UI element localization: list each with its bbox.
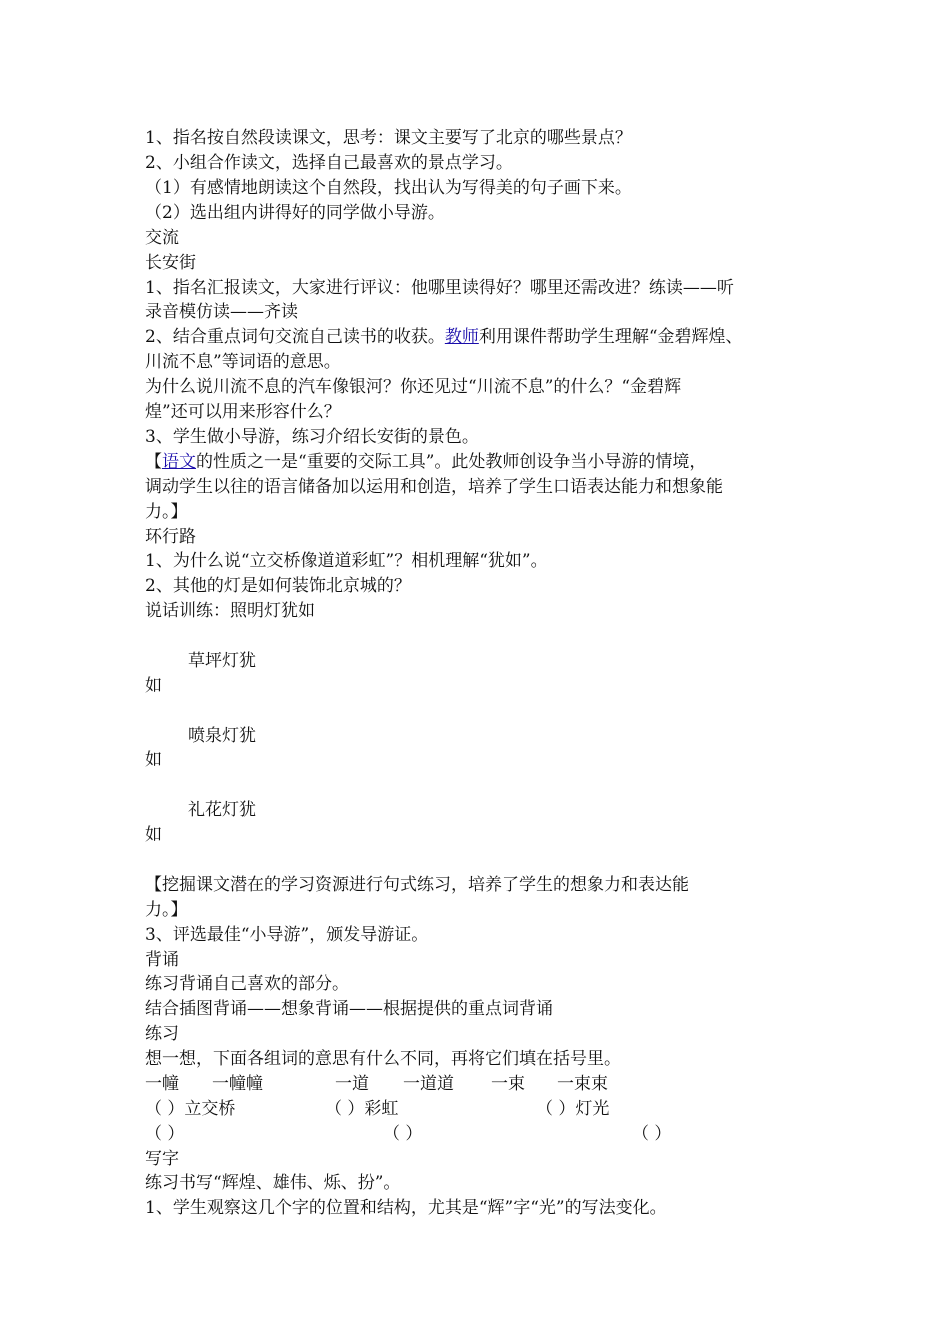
text-line: 1、学生观察这几个字的位置和结构，尤其是“辉”字“光”的写法变化。	[145, 1198, 667, 1218]
word-cell: 一束束	[557, 1074, 608, 1094]
text-line: 礼花灯犹	[188, 800, 256, 820]
word-cell: 一道道	[403, 1074, 454, 1094]
text-line: （1）有感情地朗读这个自然段，找出认为写得美的句子画下来。	[145, 178, 632, 198]
text-line: 录音模仿读——齐读	[145, 302, 298, 322]
fill-blank: （ ）立交桥	[145, 1099, 236, 1119]
text-line: 2、小组合作读文，选择自己最喜欢的景点学习。	[145, 153, 513, 173]
text-line	[145, 325, 743, 349]
section-heading: 练习	[145, 1024, 179, 1044]
section-heading: 环行路	[145, 527, 196, 547]
text-line: （2）选出组内讲得好的同学做小导游。	[145, 203, 445, 223]
text-line: 1、指名汇报读文，大家进行评议：他哪里读得好？哪里还需改进？练读——听	[145, 278, 734, 298]
text-line: 1、为什么说“立交桥像道道彩虹”？相机理解“犹如”。	[145, 551, 548, 571]
text-line: 调动学生以往的语言储备加以运用和创造，培养了学生口语表达能力和想象能	[145, 477, 723, 497]
fill-blank: （ ）灯光	[536, 1099, 610, 1119]
text-line: 练习背诵自己喜欢的部分。	[145, 974, 349, 994]
teacher-link[interactable]: 教师	[444, 327, 479, 347]
text-line: 为什么说川流不息的汽车像银河？你还见过“川流不息”的什么？“金碧辉	[145, 377, 682, 397]
text-line: 说话训练：照明灯犹如	[145, 601, 315, 621]
fill-blank: （ ）彩虹	[325, 1099, 399, 1119]
fill-blank: （ ）	[383, 1124, 423, 1144]
text-line: 想一想，下面各组词的意思有什么不同，再将它们填在括号里。	[145, 1049, 621, 1069]
section-heading: 写字	[145, 1149, 179, 1169]
section-heading: 背诵	[145, 950, 179, 970]
text-line: 力。】	[145, 900, 188, 920]
chinese-subject-link[interactable]: 语文	[162, 452, 196, 472]
text-segment: 2、结合重点词句交流自己读书的收获。	[145, 327, 445, 347]
text-line: 如	[145, 676, 162, 696]
text-line: 【挖掘课文潜在的学习资源进行句式练习，培养了学生的想象力和表达能	[145, 875, 689, 895]
text-line: 喷泉灯犹	[188, 726, 256, 746]
text-line: 草坪灯犹	[188, 651, 256, 671]
word-cell: 一道	[335, 1074, 369, 1094]
text-line: 3、学生做小导游，练习介绍长安街的景色。	[145, 427, 479, 447]
word-cell: 一束	[491, 1074, 525, 1094]
text-segment: 的性质之一是“重要的交际工具”。此处教师创设争当小导游的情境，	[196, 452, 707, 472]
fill-blank: （ ）	[145, 1124, 185, 1144]
text-line: 练习书写“辉煌、雄伟、烁、扮”。	[145, 1173, 401, 1193]
word-cell: 一幢幢	[212, 1074, 263, 1094]
text-line: 力。】	[145, 502, 188, 522]
text-line: 2、其他的灯是如何装饰北京城的？	[145, 576, 411, 596]
section-heading: 长安街	[145, 253, 196, 273]
text-segment: 【	[145, 452, 162, 472]
text-line: 如	[145, 750, 162, 770]
text-line: 川流不息”等词语的意思。	[145, 352, 341, 372]
word-cell: 一幢	[145, 1074, 179, 1094]
text-line: 如	[145, 825, 162, 845]
text-segment: 利用课件帮助学生理解“金碧辉煌、	[478, 327, 743, 347]
text-line: 结合插图背诵——想象背诵——根据提供的重点词背诵	[145, 999, 553, 1019]
text-line: 煌”还可以用来形容什么？	[145, 402, 341, 422]
text-line: 1、指名按自然段读课文，思考：课文主要写了北京的哪些景点？	[145, 128, 632, 148]
fill-blank: （ ）	[632, 1124, 672, 1144]
text-line	[145, 450, 706, 474]
text-line: 3、评选最佳“小导游”，颁发导游证。	[145, 925, 429, 945]
section-heading: 交流	[145, 228, 179, 248]
